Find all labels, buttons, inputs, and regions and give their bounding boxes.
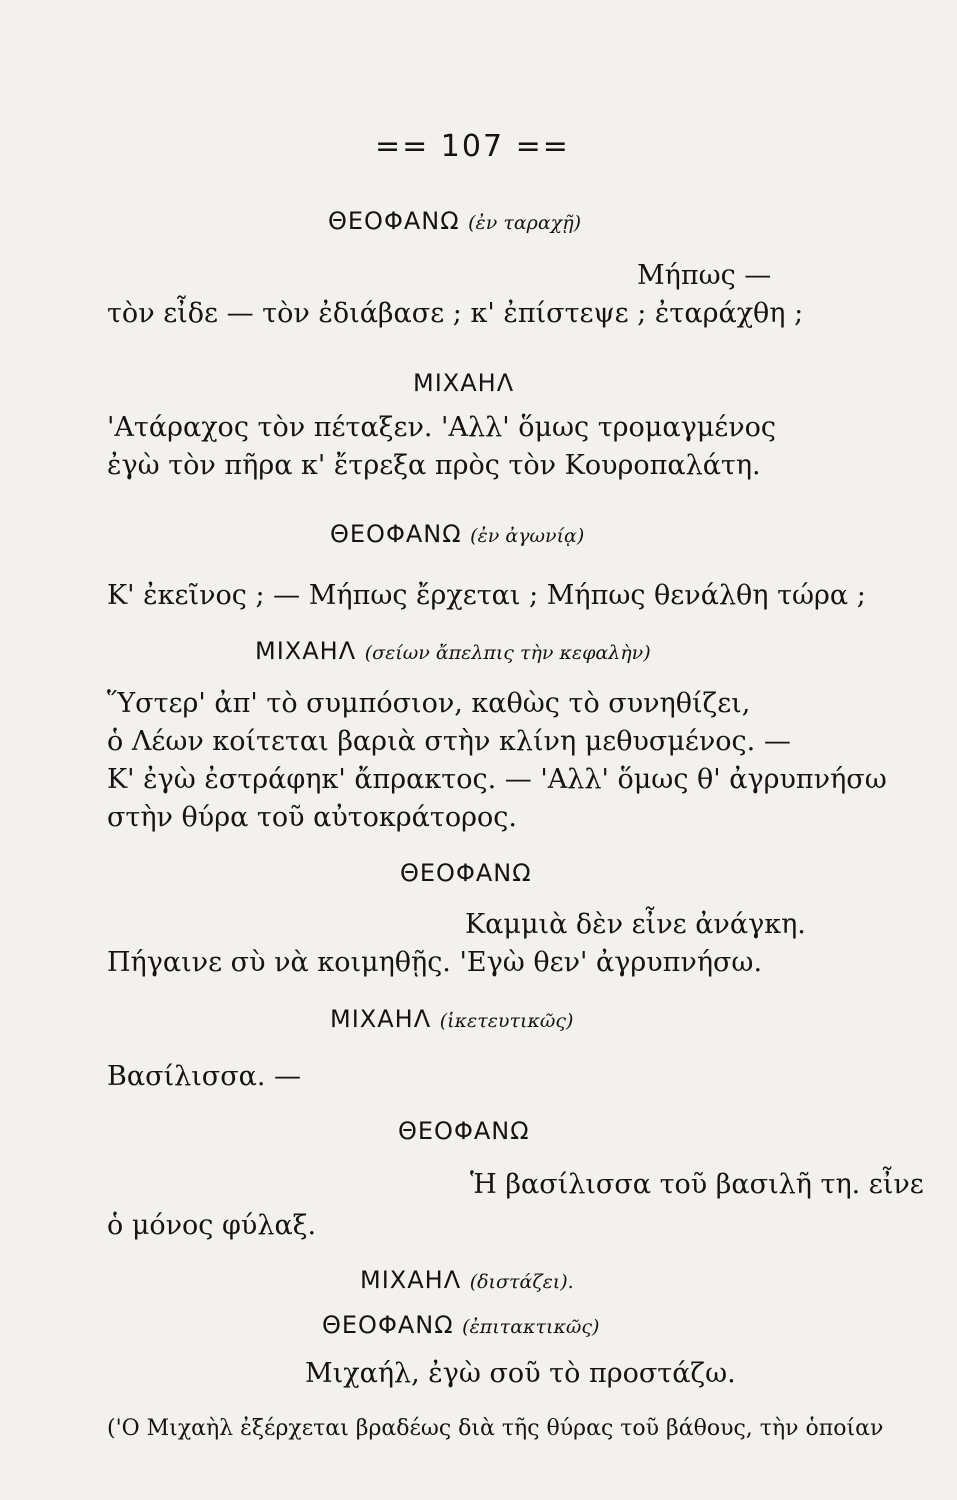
speaker-heading	[360, 1266, 574, 1293]
verse-line: Κ' ἐκεῖνος ; — Μήπως ἔρχεται ; Μήπως θενάλθη τώρα ;	[107, 580, 866, 611]
speaker-name: ΜΙΧΑΗΛ	[360, 1266, 462, 1294]
verse-line: Ὕστερ' ἀπ' τὸ συμπόσιον, καθὼς τὸ συνηθίζει,	[107, 688, 751, 719]
stage-direction: (ἐν ταραχῇ)	[468, 212, 581, 234]
speaker-name: ΜΙΧΑΗΛ	[255, 637, 357, 665]
speaker-heading	[330, 1005, 573, 1032]
speaker-heading	[328, 207, 581, 234]
speaker-name: ΜΙΧΑΗΛ	[330, 1005, 432, 1033]
speaker-heading	[322, 1311, 599, 1338]
verse-line: Μήπως —	[637, 260, 772, 291]
verse-line: τὸν εἶδε — τὸν ἐδιάβασε ; κ' ἐπίστεψε ; ἐταράχθη ;	[107, 298, 804, 329]
page-number: == 107 ==	[375, 129, 570, 164]
speaker-name: ΘΕΟΦΑΝΩ	[400, 859, 532, 887]
stage-direction: (ἐν ἀγωνίᾳ)	[470, 525, 585, 547]
speaker-name: ΘΕΟΦΑΝΩ	[398, 1117, 530, 1145]
speaker-name: ΜΙΧΑΗΛ	[413, 369, 515, 397]
verse-line: Βασίλισσα. —	[107, 1061, 302, 1092]
stage-direction-line: ('Ο Μιχαὴλ ἐξέρχεται βραδέως διὰ τῆς θύρας τοῦ βάθους, τὴν ὁποίαν	[107, 1416, 884, 1441]
speaker-name: ΘΕΟΦΑΝΩ	[328, 207, 460, 235]
stage-direction: (σείων ἄπελπις τὴν κεφαλὴν)	[364, 642, 651, 664]
verse-line: ὁ μόνος φύλαξ.	[107, 1210, 317, 1241]
verse-line: στὴν θύρα τοῦ αὐτοκράτορος.	[107, 802, 517, 833]
verse-line: Πήγαινε σὺ νὰ κοιμηθῇς. 'Εγὼ θεν' ἀγρυπνήσω.	[107, 947, 763, 978]
verse-line: 'Ατάραχος τὸν πέταξεν. 'Αλλ' ὅμως τρομαγμένος	[107, 412, 777, 443]
verse-line: Ἡ βασίλισσα τοῦ βασιλῆ τη. εἶνε	[470, 1169, 924, 1200]
verse-line: Κ' ἐγὼ ἐστράφηκ' ἄπρακτος. — 'Αλλ' ὅμως θ' ἀγρυπνήσω	[107, 764, 887, 795]
stage-direction: (ἱκετευτικῶς)	[439, 1010, 574, 1032]
speaker-name: ΘΕΟΦΑΝΩ	[330, 520, 462, 548]
speaker-heading	[255, 637, 651, 664]
verse-line: Καμμιὰ δὲν εἶνε ἀνάγκη.	[465, 909, 806, 940]
stage-direction: (ἐπιτακτικῶς)	[462, 1316, 600, 1338]
verse-line: Μιχαήλ, ἐγὼ σοῦ τὸ προστάζω.	[305, 1358, 736, 1389]
speaker-heading	[330, 520, 584, 547]
speaker-name: ΘΕΟΦΑΝΩ	[322, 1311, 454, 1339]
stage-direction: (διστάζει).	[469, 1271, 574, 1293]
verse-line: ἐγὼ τὸν πῆρα κ' ἔτρεξα πρὸς τὸν Κουροπαλάτη.	[107, 450, 761, 481]
verse-line: ὁ Λέων κοίτεται βαριὰ στὴν κλίνη μεθυσμένος. —	[107, 726, 791, 757]
